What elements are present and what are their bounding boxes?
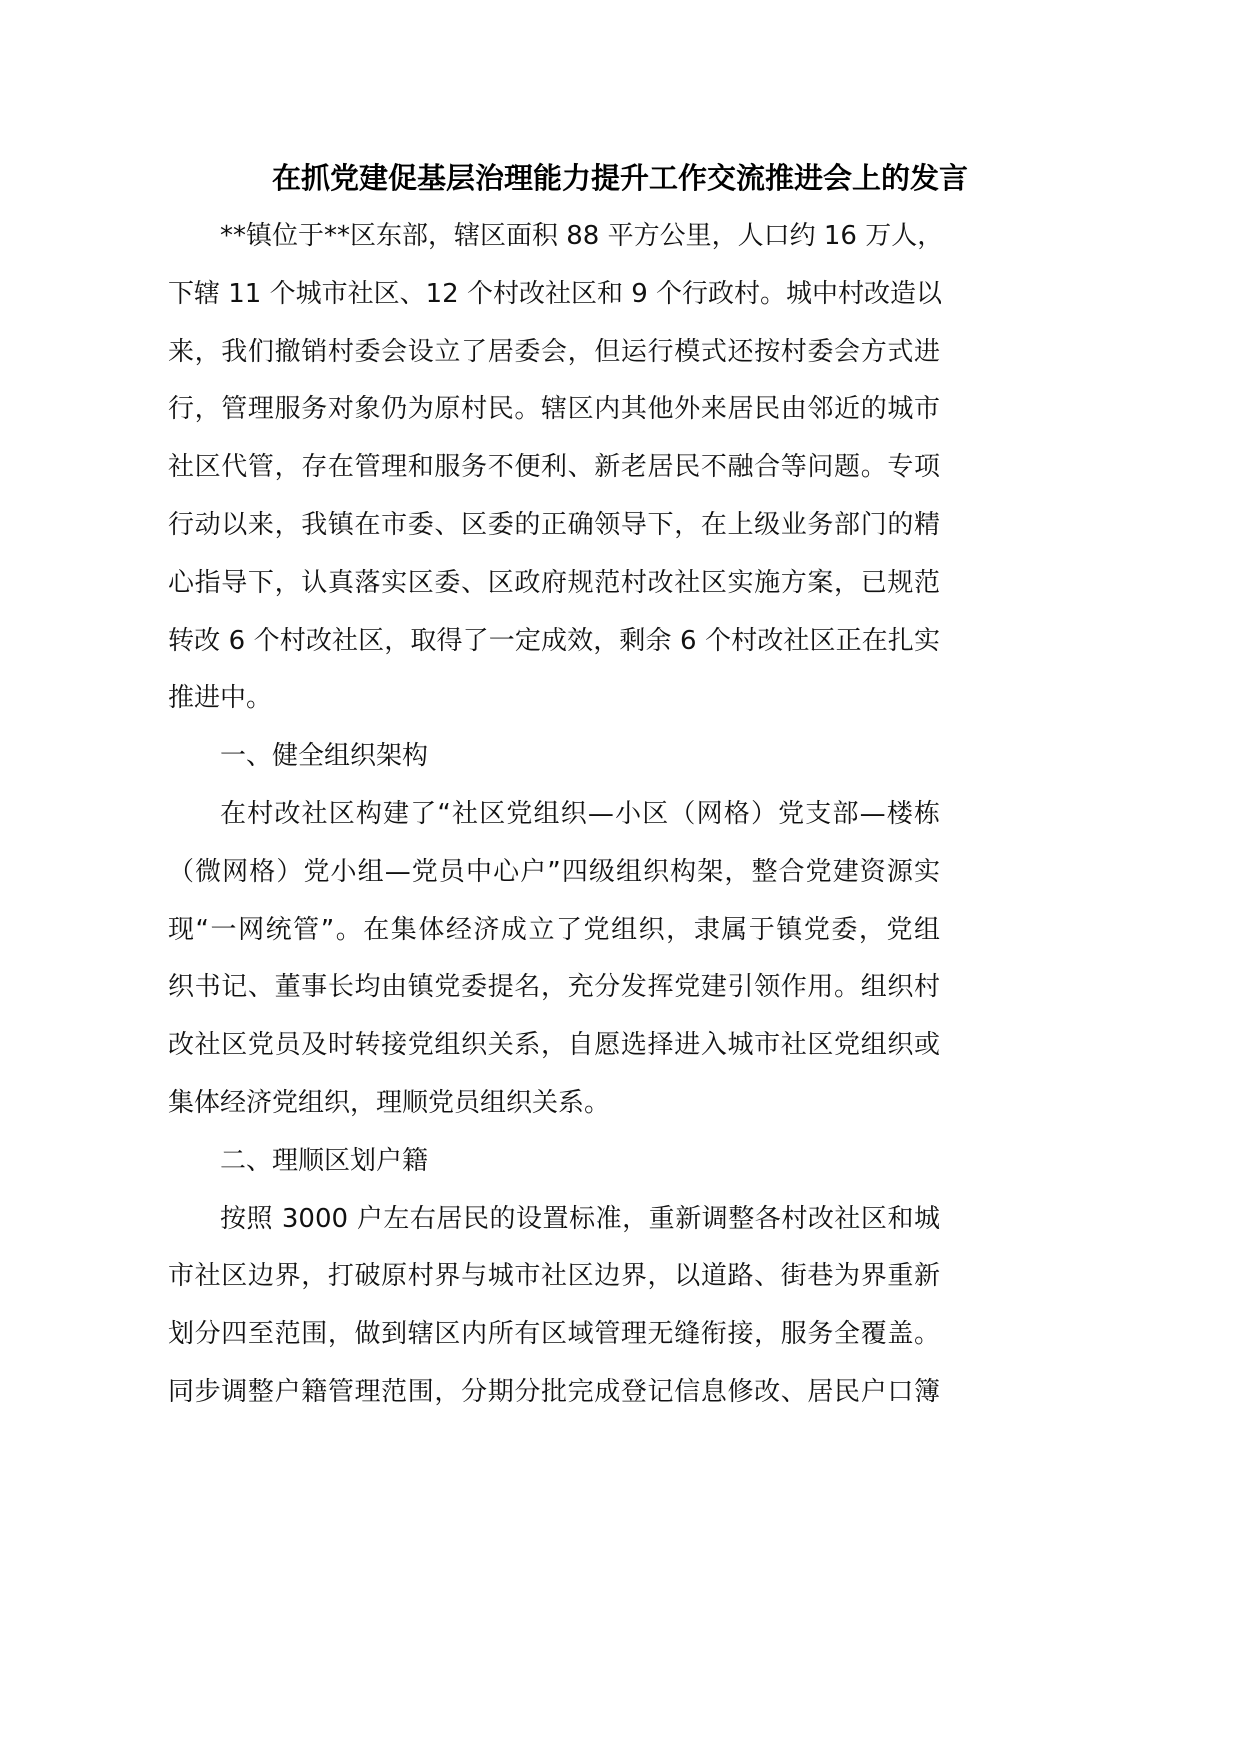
document-title: 在抓党建促基层治理能力提升工作交流推进会上的发言 [271,161,968,195]
paragraph [168,1191,940,1422]
text-line: 行，管理服务对象仍为原村民。辖区内其他外来居民由邻近的城市 [168,394,940,425]
text-line: **镇位于**区东部，辖区面积 88 平方公里，人口约 16 万人， [220,221,944,251]
text-line: 下辖 11 个城市社区、12 个村改社区和 9 个行政村。城中村改造以 [168,278,943,309]
text-line: 推进中。 [168,683,273,714]
text-line: 按照 3000 户左右居民的设置标准，重新调整各村改社区和城 [220,1203,940,1234]
text-line: 来，我们撤销村委会设立了居委会，但运行模式还按村委会方式进 [168,336,940,367]
text-line: 同步调整户籍管理范围，分期分批完成登记信息修改、居民户口簿 [168,1376,940,1407]
text-line: 市社区边界，打破原村界与城市社区边界，以道路、街巷为界重新 [168,1261,940,1292]
section-heading [168,728,940,786]
text-line: 织书记、董事长均由镇党委提名，充分发挥党建引领作用。组织村 [168,972,940,1003]
text-line: （微网格）党小组—党员中心户”四级组织构架，整合党建资源实 [168,856,940,887]
paragraph [168,208,944,728]
text-line: 社区代管，存在管理和服务不便利、新老居民不融合等问题。专项 [168,452,940,483]
text-line: 转改 6 个村改社区，取得了一定成效，剩余 6 个村改社区正在扎实 [168,625,940,656]
text-line: 集体经济党组织，理顺党员组织关系。 [168,1087,611,1118]
text-line: 行动以来，我镇在市委、区委的正确领导下，在上级业务部门的精 [168,509,940,540]
text-line: 二、理顺区划户籍 [220,1145,429,1176]
text-line: 在村改社区构建了“社区党组织—小区（网格）党支部—楼栋 [220,798,940,829]
text-line: 改社区党员及时转接党组织关系，自愿选择进入城市社区党组织或 [168,1030,940,1061]
text-line: 划分四至范围，做到辖区内所有区域管理无缝衔接，服务全覆盖。 [168,1319,940,1350]
document-body [168,208,944,1422]
text-line: 心指导下，认真落实区委、区政府规范村改社区实施方案，已规范 [168,567,940,598]
text-line: 一、健全组织架构 [220,741,429,772]
paragraph [168,786,940,1133]
text-line: 现“一网统管”。在集体经济成立了党组织，隶属于镇党委，党组 [168,914,940,945]
section-heading [168,1133,940,1191]
